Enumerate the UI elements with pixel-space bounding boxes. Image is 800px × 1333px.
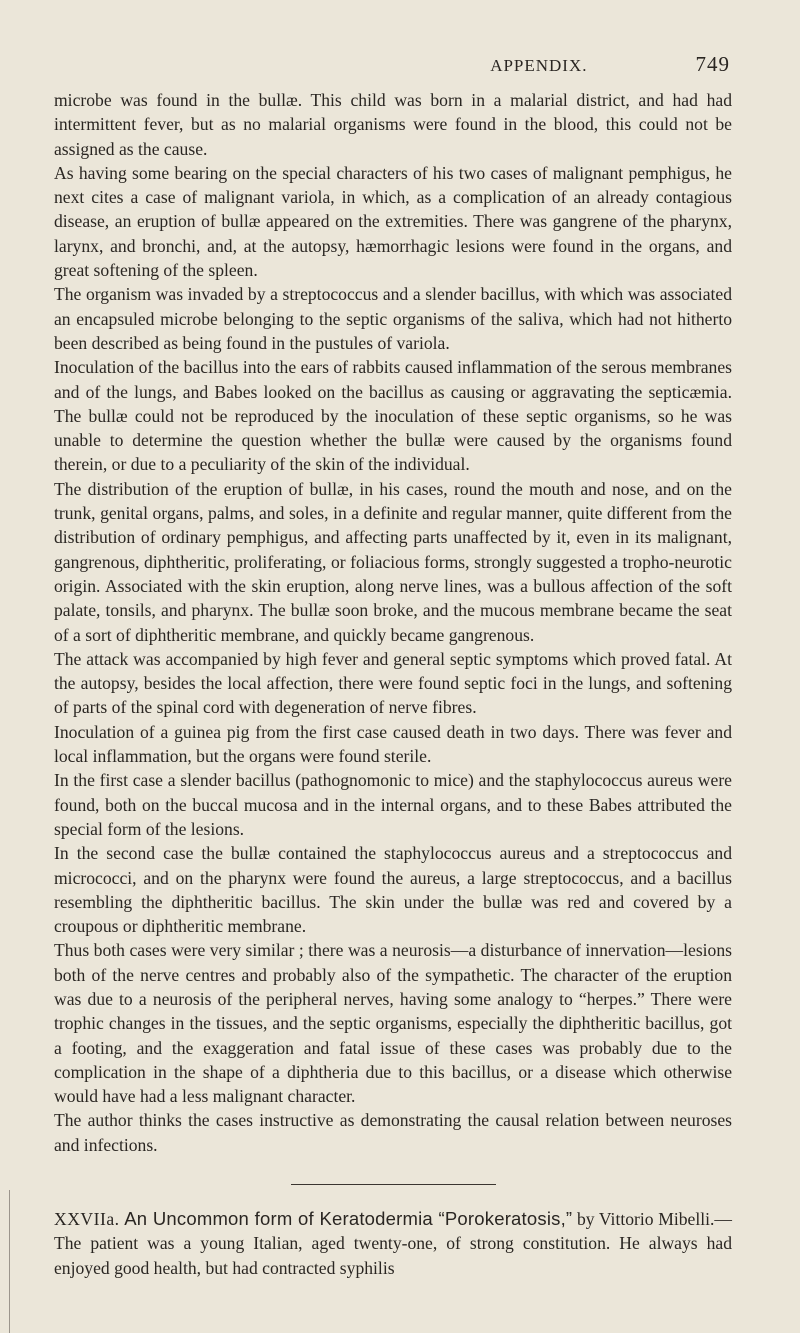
paragraph: Inoculation of a guinea pig from the first case caused death in two days. There was fever and local inflammation, but the organs were found sterile. [54,721,732,767]
paragraph: Thus both cases were very similar ; there was a neurosis—a disturbance of innervation—lesions both of the nerve centres and probably also of the sympathetic. The character of the eruption was due to a neurosis of the peripheral nerves, having some analogy to “herpes.” There were trophic changes in the tissues, and the septic organisms, especially the diphtheritic bacillus, got a footing, and the exaggeration and fatal issue of these cases was probably due to the complication in the shape of a diphtheria due to this bacillus, or a disease which otherwise would have had a less malignant character. [54,940,732,1107]
paragraph: The author thinks the cases instructive as demonstrating the causal relation between neuroses and infections. [54,1110,732,1155]
page-number: 749 [695,52,730,76]
section-paragraph [54,1207,732,1280]
body-text [54,88,732,1280]
page-header [54,52,732,88]
paragraph: The organism was invaded by a streptococcus and a slender bacillus, with which was associated an encapsuled microbe belonging to the septic organisms of the saliva, which had not hitherto been described as being found in the pustules of variola. [54,284,732,353]
paragraph: In the first case a slender bacillus (pathognomonic to mice) and the staphylococcus aureus were found, both on the buccal mucosa and in the internal organs, and to these Babes attributed the special form of the lesions. [54,770,732,839]
paragraph: In the second case the bullæ contained the staphylococcus aureus and a streptococcus and micrococci, and on the pharynx were found the aureus, a large streptococcus, and a bacillus resembling the diphtheritic bacillus. The skin under the bullæ was red and covered by a croupous or diphtheritic membrane. [54,843,732,937]
section-divider [291,1184,496,1185]
running-head: APPENDIX. [490,56,588,75]
section-text: by Vittorio Mibelli.—The patient was a young Italian, aged twenty-one, of strong constitution. He always had enjoyed good health, but had contracted syphilis [54,1209,733,1278]
section-number: XXVIIa. [54,1209,120,1230]
margin-line [9,1190,10,1333]
paragraph: The attack was accompanied by high fever and general septic symptoms which proved fatal. At the autopsy, besides the local affection, there were found septic foci in the lungs, and softening of parts of the spinal cord with degeneration of nerve fibres. [54,648,732,718]
paragraph: The distribution of the eruption of bullæ, in his cases, round the mouth and nose, and on the trunk, genital organs, palms, and soles, in a definite and regular manner, quite different from the distribution of ordinary pemphigus, and affecting parts unaffected by it, even in its malignant, gangrenous, diphtheritic, proliferating, or foliacious forms, strongly suggested a tropho-neurotic origin. Associated with the skin eruption, along nerve lines, was a bullous affection of the soft palate, tonsils, and pharynx. The bullæ soon broke, and the mucous membrane became the seat of a sort of diphtheritic membrane, and quickly became gangrenous. [54,478,732,645]
paragraph: As having some bearing on the special characters of his two cases of malignant pemphigus, he next cites a case of malignant variola, in which, as a complication of an already contagious disease, an eruption of bullæ appeared on the extremities. There was gangrene of the pharynx, larynx, and bronchi, and, at the autopsy, hæmorrhagic lesions were found in the organs, and great softening of the spleen. [54,162,732,281]
paragraph: Inoculation of the bacillus into the ears of rabbits caused inflammation of the serous membranes and of the lungs, and Babes looked on the bacillus as causing or aggravating the septicæmia. The bullæ could not be reproduced by the inoculation of these septic organisms, so he was unable to determine the question whether the bullæ were caused by the organisms found therein, or due to a peculiarity of the skin of the individual. [54,357,732,475]
section-title: An Uncommon form of Keratodermia “Porokeratosis,” [124,1208,573,1230]
paragraph: microbe was found in the bullæ. This child was born in a malarial district, and had had intermittent fever, but as no malarial organisms were found in the blood, this could not be assigned as the cause. [54,90,732,159]
